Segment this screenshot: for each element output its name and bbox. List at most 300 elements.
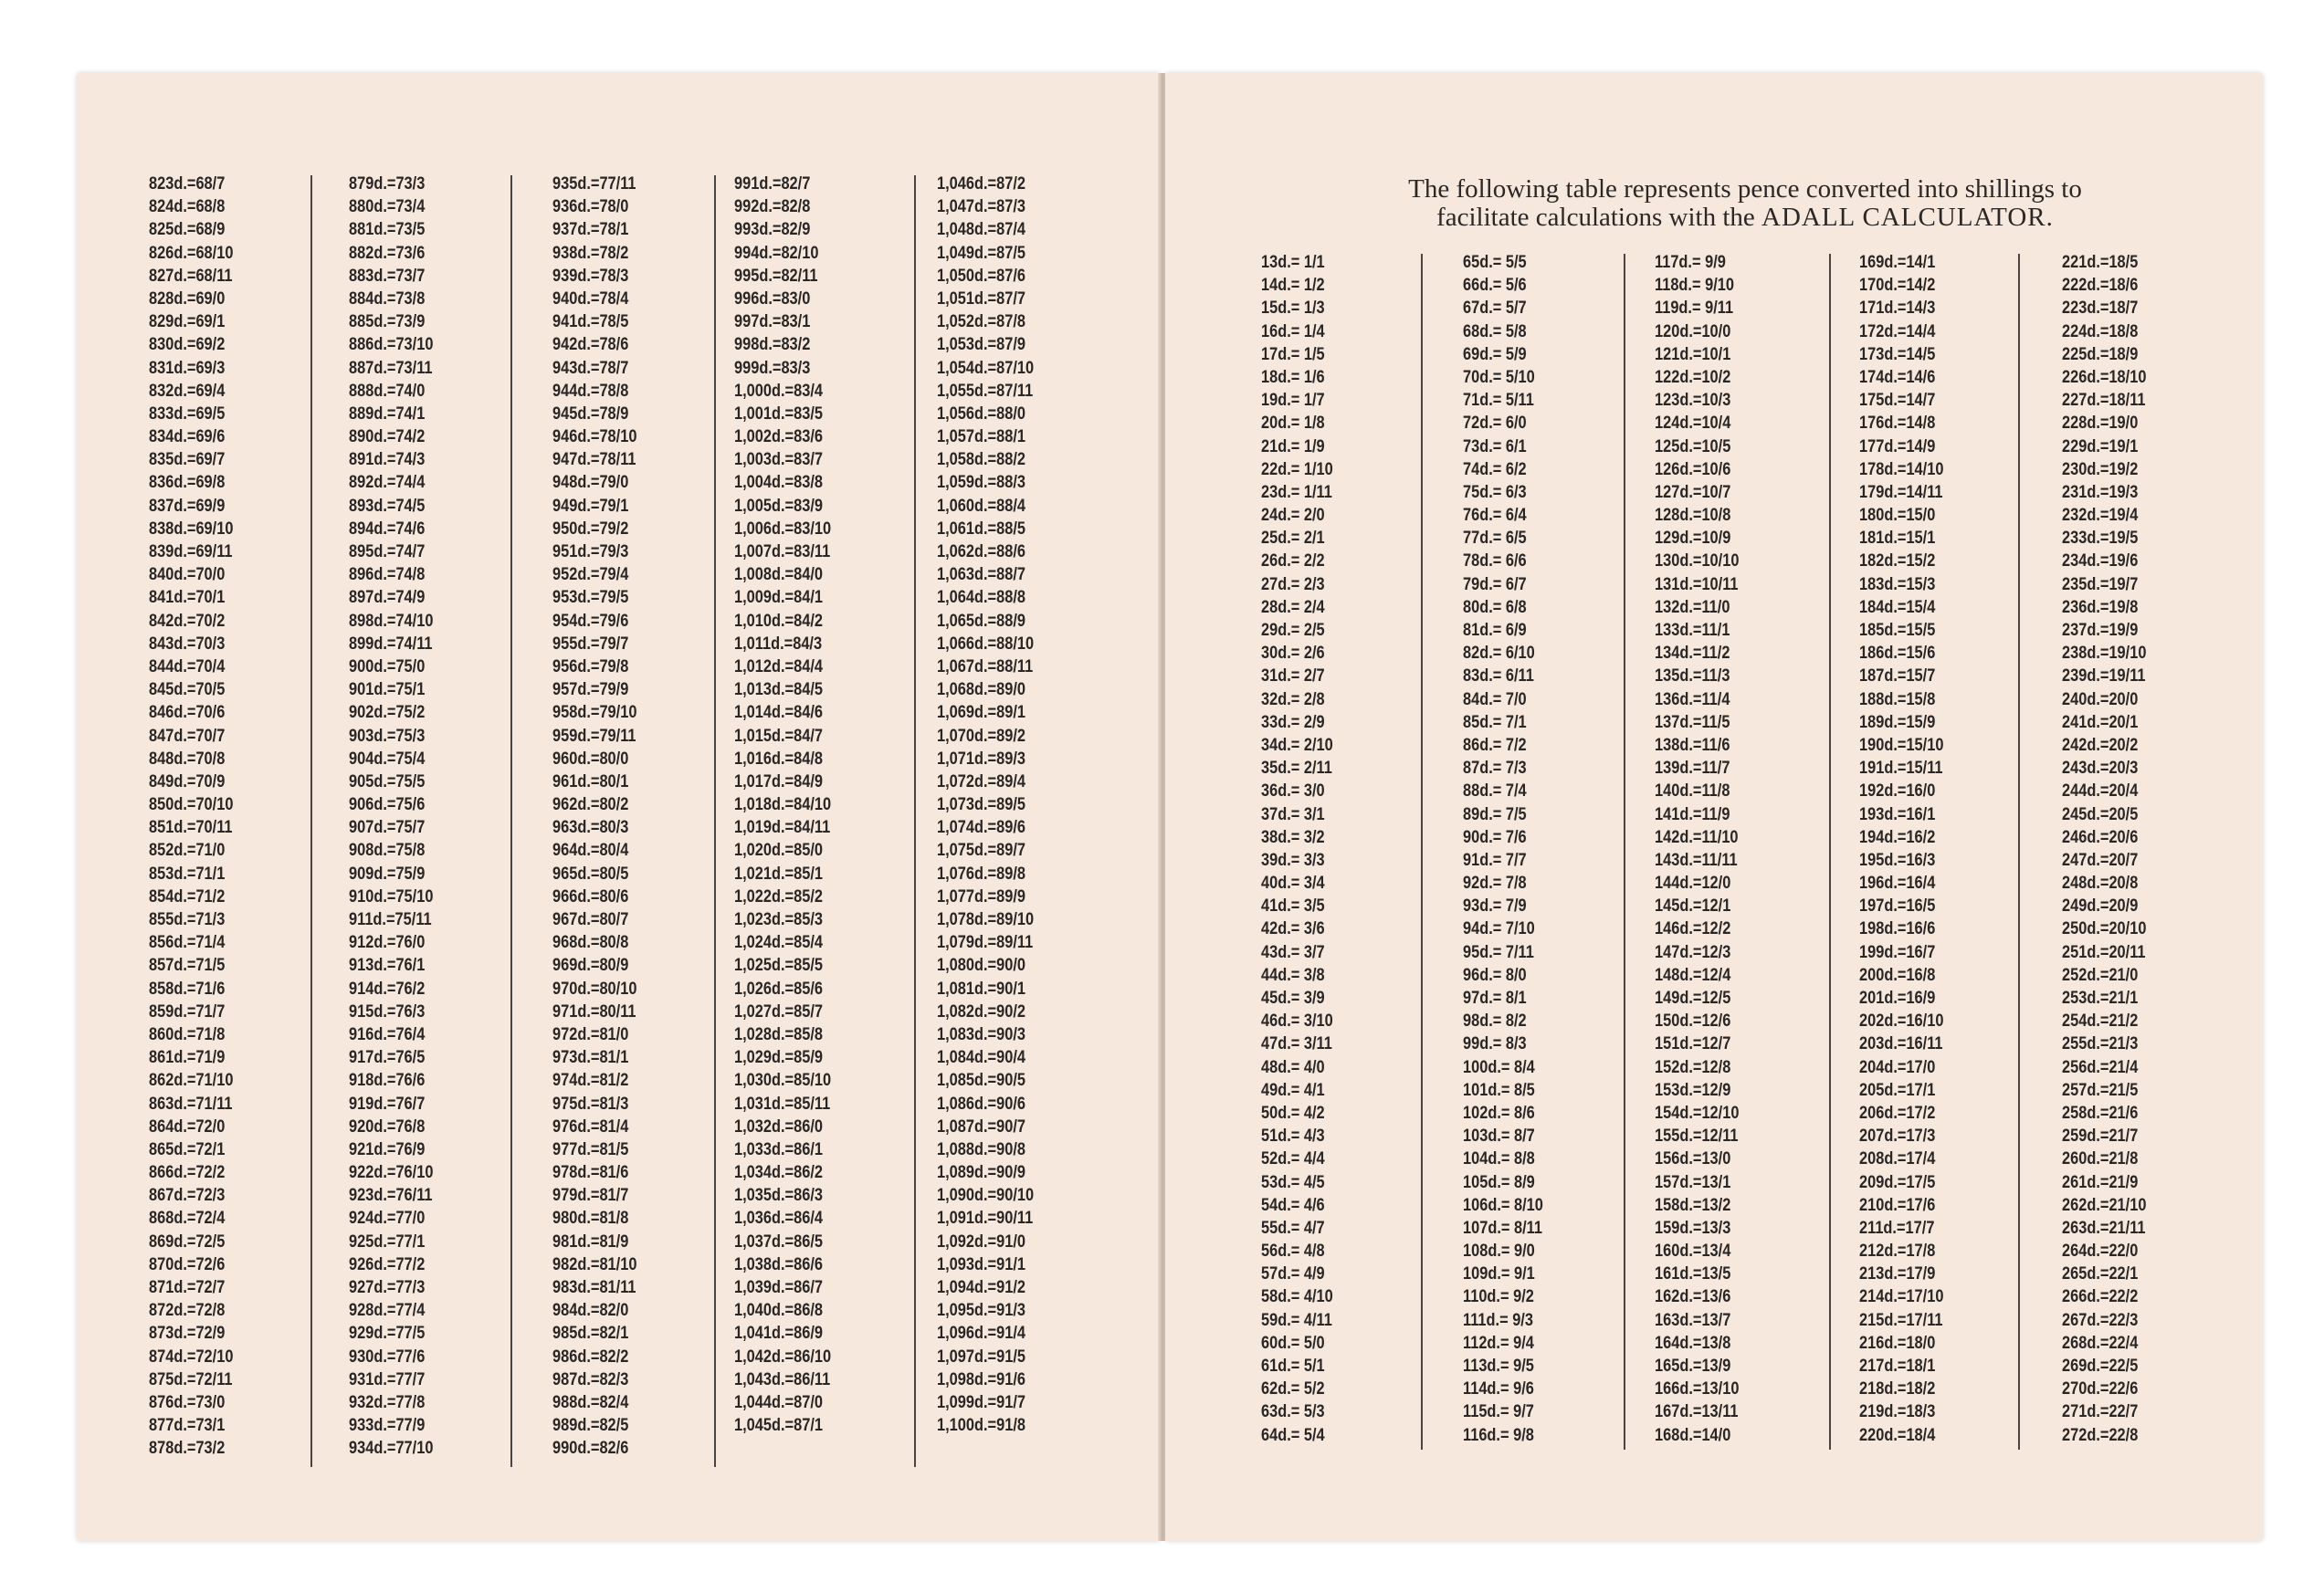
conversion-entry: 106d.= 8/10 [1463,1194,1543,1215]
conversion-entry: 171d.=14/3 [1859,298,1936,319]
conversion-entry: 143d.=11/11 [1655,849,1738,870]
conversion-entry: 1,087d.=90/7 [937,1116,1025,1137]
conversion-entry: 183d.=15/3 [1859,573,1936,594]
conversion-entry: 993d.=82/9 [734,219,811,240]
column-divider [714,175,716,1467]
conversion-entry: 53d.= 4/5 [1261,1171,1325,1192]
conversion-entry: 887d.=73/11 [349,357,433,378]
conversion-entry: 126d.=10/6 [1655,458,1731,479]
conversion-entry: 848d.=70/8 [149,748,226,769]
conversion-entry: 913d.=76/1 [349,955,426,976]
conversion-entry: 911d.=75/11 [349,909,432,929]
conversion-entry: 970d.=80/10 [552,978,637,999]
heading-line-2 [1275,204,2215,232]
conversion-entry: 257d.=21/5 [2062,1079,2139,1100]
conversion-entry: 865d.=72/1 [149,1138,226,1159]
conversion-entry: 921d.=76/9 [349,1138,426,1159]
conversion-entry: 261d.=21/9 [2062,1171,2139,1192]
conversion-entry: 1,050d.=87/6 [937,265,1025,286]
conversion-entry: 876d.=73/0 [149,1391,226,1412]
conversion-entry: 1,045d.=87/1 [734,1415,823,1436]
conversion-entry: 974d.=81/2 [552,1070,629,1091]
conversion-entry: 30d.= 2/6 [1261,643,1325,664]
conversion-entry: 1,042d.=86/10 [734,1346,832,1367]
conversion-entry: 184d.=15/4 [1859,596,1936,617]
conversion-entry: 1,030d.=85/10 [734,1070,832,1091]
conversion-entry: 877d.=73/1 [149,1415,226,1436]
conversion-entry: 236d.=19/8 [2062,596,2139,617]
conversion-entry: 66d.= 5/6 [1463,275,1527,296]
conversion-entry: 18d.= 1/6 [1261,366,1325,387]
conversion-entry: 1,015d.=84/7 [734,725,823,746]
left-column-5 [937,173,1052,1437]
conversion-entry: 1,029d.=85/9 [734,1047,823,1068]
conversion-entry: 999d.=83/3 [734,357,811,378]
conversion-entry: 225d.=18/9 [2062,343,2139,364]
conversion-entry: 981d.=81/9 [552,1231,629,1252]
conversion-entry: 1,082d.=90/2 [937,1001,1025,1022]
conversion-entry: 199d.=16/7 [1859,941,1936,962]
conversion-entry: 829d.=69/1 [149,311,226,332]
conversion-entry: 22d.= 1/10 [1261,458,1333,479]
conversion-entry: 925d.=77/1 [349,1231,426,1252]
conversion-entry: 105d.= 8/9 [1463,1171,1535,1192]
conversion-entry: 97d.= 8/1 [1463,988,1527,1008]
column-divider [310,175,312,1467]
conversion-entry: 1,057d.=88/1 [937,426,1025,447]
conversion-entry: 54d.= 4/6 [1261,1194,1325,1215]
conversion-entry: 928d.=77/4 [349,1300,426,1321]
conversion-entry: 982d.=81/10 [552,1253,637,1274]
conversion-entry: 122d.=10/2 [1655,366,1731,387]
conversion-entry: 224d.=18/8 [2062,320,2139,341]
conversion-entry: 101d.= 8/5 [1463,1079,1535,1100]
conversion-entry: 123d.=10/3 [1655,390,1731,411]
conversion-entry: 869d.=72/5 [149,1231,226,1252]
conversion-entry: 263d.=21/11 [2062,1217,2146,1238]
conversion-entry: 926d.=77/2 [349,1253,426,1274]
conversion-entry: 251d.=20/11 [2062,941,2146,962]
conversion-entry: 857d.=71/5 [149,955,226,976]
conversion-entry: 138d.=11/6 [1655,734,1730,755]
conversion-entry: 71d.= 5/11 [1463,390,1534,411]
conversion-entry: 117d.= 9/9 [1655,252,1726,272]
conversion-entry: 21d.= 1/9 [1261,435,1325,456]
conversion-entry: 919d.=76/7 [349,1093,426,1114]
conversion-entry: 1,092d.=91/0 [937,1231,1025,1252]
conversion-entry: 186d.=15/6 [1859,643,1936,664]
right-column-2 [1463,251,1559,1447]
conversion-entry: 827d.=68/11 [149,265,233,286]
conversion-entry: 114d.= 9/6 [1463,1378,1534,1399]
conversion-entry: 862d.=71/10 [149,1070,234,1091]
conversion-entry: 962d.=80/2 [552,794,629,815]
conversion-entry: 127d.=10/7 [1655,481,1731,502]
conversion-entry: 75d.= 6/3 [1463,481,1527,502]
conversion-entry: 988d.=82/4 [552,1391,629,1412]
conversion-entry: 850d.=70/10 [149,794,234,815]
conversion-entry: 198d.=16/6 [1859,918,1936,939]
conversion-entry: 271d.=22/7 [2062,1401,2139,1422]
conversion-entry: 1,071d.=89/3 [937,748,1025,769]
conversion-entry: 252d.=21/0 [2062,964,2139,985]
conversion-entry: 861d.=71/9 [149,1047,226,1068]
conversion-entry: 245d.=20/5 [2062,803,2139,824]
conversion-entry: 1,067d.=88/11 [937,655,1034,676]
conversion-entry: 35d.= 2/11 [1261,758,1332,779]
conversion-entry: 838d.=69/10 [149,518,234,539]
conversion-entry: 1,079d.=89/11 [937,932,1034,953]
conversion-entry: 174d.=14/6 [1859,366,1936,387]
conversion-entry: 254d.=21/2 [2062,1011,2139,1032]
conversion-entry: 241d.=20/1 [2062,711,2139,732]
conversion-entry: 38d.= 3/2 [1261,826,1325,847]
conversion-entry: 860d.=71/8 [149,1023,226,1044]
conversion-entry: 824d.=68/8 [149,196,226,217]
conversion-entry: 237d.=19/9 [2062,620,2139,640]
conversion-entry: 1,058d.=88/2 [937,449,1025,470]
conversion-entry: 90d.= 7/6 [1463,826,1527,847]
conversion-entry: 840d.=70/0 [149,564,226,585]
conversion-entry: 213d.=17/9 [1859,1263,1936,1284]
conversion-entry: 1,064d.=88/8 [937,587,1025,608]
conversion-entry: 16d.= 1/4 [1261,320,1325,341]
left-column-1 [149,173,249,1461]
conversion-entry: 898d.=74/10 [349,610,434,631]
conversion-entry: 87d.= 7/3 [1463,758,1527,779]
conversion-entry: 979d.=81/7 [552,1185,629,1206]
conversion-entry: 267d.=22/3 [2062,1309,2139,1330]
conversion-entry: 1,081d.=90/1 [937,978,1025,999]
left-column-4 [734,173,849,1437]
conversion-entry: 966d.=80/6 [552,886,629,907]
conversion-entry: 936d.=78/0 [552,196,629,217]
conversion-entry: 196d.=16/4 [1859,873,1936,894]
right-column-4 [1859,251,1960,1447]
conversion-entry: 107d.= 8/11 [1463,1217,1542,1238]
conversion-entry: 867d.=72/3 [149,1185,226,1206]
conversion-entry: 230d.=19/2 [2062,458,2139,479]
conversion-entry: 1,035d.=86/3 [734,1185,823,1206]
conversion-entry: 1,007d.=83/11 [734,541,831,561]
conversion-entry: 956d.=79/8 [552,655,629,676]
conversion-entry: 268d.=22/4 [2062,1332,2139,1353]
conversion-entry: 978d.=81/6 [552,1162,629,1183]
conversion-entry: 65d.= 5/5 [1463,252,1527,272]
conversion-entry: 995d.=82/11 [734,265,818,286]
conversion-entry: 1,033d.=86/1 [734,1138,823,1159]
conversion-entry: 953d.=79/5 [552,587,629,608]
conversion-entry: 929d.=77/5 [349,1323,426,1344]
conversion-entry: 1,068d.=89/0 [937,679,1025,700]
conversion-entry: 853d.=71/1 [149,863,226,884]
column-divider [1829,254,1831,1450]
conversion-entry: 916d.=76/4 [349,1023,426,1044]
conversion-entry: 46d.= 3/10 [1261,1011,1333,1032]
conversion-entry: 1,091d.=90/11 [937,1208,1034,1229]
column-divider [510,175,512,1467]
conversion-entry: 949d.=79/1 [552,495,629,516]
conversion-entry: 148d.=12/4 [1655,964,1731,985]
conversion-entry: 960d.=80/0 [552,748,629,769]
conversion-entry: 135d.=11/3 [1655,665,1730,686]
conversion-entry: 1,055d.=87/11 [937,380,1034,401]
conversion-entry: 1,010d.=84/2 [734,610,823,631]
conversion-entry: 168d.=14/0 [1655,1424,1731,1445]
conversion-entry: 863d.=71/11 [149,1093,233,1114]
conversion-entry: 231d.=19/3 [2062,481,2139,502]
conversion-entry: 250d.=20/10 [2062,918,2147,939]
conversion-entry: 89d.= 7/5 [1463,803,1527,824]
conversion-entry: 885d.=73/9 [349,311,426,332]
conversion-entry: 1,047d.=87/3 [937,196,1025,217]
conversion-entry: 942d.=78/6 [552,334,629,355]
conversion-entry: 975d.=81/3 [552,1093,629,1114]
conversion-entry: 1,090d.=90/10 [937,1185,1035,1206]
conversion-entry: 153d.=12/9 [1655,1079,1731,1100]
conversion-entry: 265d.=22/1 [2062,1263,2139,1284]
conversion-entry: 884d.=73/8 [349,288,426,309]
conversion-entry: 34d.= 2/10 [1261,734,1333,755]
conversion-entry: 900d.=75/0 [349,655,426,676]
conversion-entry: 946d.=78/10 [552,426,637,447]
conversion-entry: 163d.=13/7 [1655,1309,1731,1330]
conversion-entry: 963d.=80/3 [552,817,629,838]
conversion-entry: 1,008d.=84/0 [734,564,823,585]
conversion-entry: 227d.=18/11 [2062,390,2146,411]
conversion-entry: 1,089d.=90/9 [937,1162,1025,1183]
conversion-entry: 40d.= 3/4 [1261,873,1325,894]
conversion-entry: 1,044d.=87/0 [734,1391,823,1412]
conversion-entry: 842d.=70/2 [149,610,226,631]
conversion-entry: 846d.=70/6 [149,702,226,723]
conversion-entry: 1,038d.=86/6 [734,1253,823,1274]
conversion-entry: 51d.= 4/3 [1261,1126,1325,1147]
brand-name: ADALL CALCULATOR. [1761,203,2054,232]
conversion-entry: 1,078d.=89/10 [937,909,1035,929]
conversion-entry: 1,053d.=87/9 [937,334,1025,355]
conversion-entry: 25d.= 2/1 [1261,528,1325,549]
conversion-entry: 935d.=77/11 [552,173,636,194]
conversion-entry: 1,083d.=90/3 [937,1023,1025,1044]
conversion-entry: 870d.=72/6 [149,1253,226,1274]
conversion-entry: 986d.=82/2 [552,1346,629,1367]
conversion-entry: 124d.=10/4 [1655,413,1731,434]
conversion-entry: 927d.=77/3 [349,1277,426,1297]
column-divider [1624,254,1625,1450]
conversion-entry: 80d.= 6/8 [1463,596,1527,617]
conversion-entry: 232d.=19/4 [2062,505,2139,526]
conversion-entry: 1,002d.=83/6 [734,426,823,447]
conversion-entry: 985d.=82/1 [552,1323,629,1344]
conversion-entry: 19d.= 1/7 [1261,390,1325,411]
conversion-entry: 856d.=71/4 [149,932,226,953]
conversion-entry: 951d.=79/3 [552,541,629,561]
conversion-entry: 85d.= 7/1 [1463,711,1527,732]
conversion-entry: 258d.=21/6 [2062,1102,2139,1123]
conversion-entry: 39d.= 3/3 [1261,849,1325,870]
conversion-entry: 855d.=71/3 [149,909,226,929]
conversion-entry: 256d.=21/4 [2062,1056,2139,1077]
conversion-entry: 1,004d.=83/8 [734,472,823,493]
conversion-entry: 1,080d.=90/0 [937,955,1025,976]
conversion-entry: 906d.=75/6 [349,794,426,815]
conversion-entry: 833d.=69/5 [149,403,226,424]
conversion-entry: 835d.=69/7 [149,449,226,470]
conversion-entry: 208d.=17/4 [1859,1148,1936,1169]
conversion-entry: 1,086d.=90/6 [937,1093,1025,1114]
conversion-entry: 116d.= 9/8 [1463,1424,1534,1445]
conversion-entry: 194d.=16/2 [1859,826,1936,847]
conversion-entry: 58d.= 4/10 [1261,1286,1333,1307]
conversion-entry: 998d.=83/2 [734,334,811,355]
conversion-entry: 242d.=20/2 [2062,734,2139,755]
conversion-entry: 882d.=73/6 [349,242,426,263]
conversion-entry: 151d.=12/7 [1655,1033,1731,1054]
conversion-entry: 839d.=69/11 [149,541,233,561]
conversion-entry: 874d.=72/10 [149,1346,234,1367]
conversion-entry: 226d.=18/10 [2062,366,2147,387]
conversion-entry: 86d.= 7/2 [1463,734,1527,755]
conversion-entry: 109d.= 9/1 [1463,1263,1535,1284]
conversion-entry: 69d.= 5/9 [1463,343,1527,364]
conversion-entry: 976d.=81/4 [552,1116,629,1137]
conversion-entry: 164d.=13/8 [1655,1332,1731,1353]
conversion-entry: 834d.=69/6 [149,426,226,447]
conversion-entry: 79d.= 6/7 [1463,573,1527,594]
conversion-entry: 202d.=16/10 [1859,1011,1944,1032]
conversion-entry: 1,061d.=88/5 [937,518,1025,539]
conversion-entry: 24d.= 2/0 [1261,505,1325,526]
conversion-entry: 179d.=14/11 [1859,481,1943,502]
conversion-entry: 825d.=68/9 [149,219,226,240]
conversion-entry: 837d.=69/9 [149,495,226,516]
conversion-entry: 20d.= 1/8 [1261,413,1325,434]
conversion-entry: 249d.=20/9 [2062,896,2139,917]
conversion-entry: 102d.= 8/6 [1463,1102,1535,1123]
conversion-entry: 64d.= 5/4 [1261,1424,1325,1445]
conversion-entry: 215d.=17/11 [1859,1309,1943,1330]
conversion-entry: 131d.=10/11 [1655,573,1739,594]
conversion-entry: 1,019d.=84/11 [734,817,831,838]
conversion-entry: 98d.= 8/2 [1463,1011,1527,1032]
conversion-entry: 1,073d.=89/5 [937,794,1025,815]
conversion-entry: 260d.=21/8 [2062,1148,2139,1169]
conversion-entry: 188d.=15/8 [1859,688,1936,709]
conversion-entry: 23d.= 1/11 [1261,481,1332,502]
conversion-entry: 1,043d.=86/11 [734,1368,831,1389]
conversion-entry: 918d.=76/6 [349,1070,426,1091]
conversion-entry: 48d.= 4/0 [1261,1056,1325,1077]
conversion-entry: 137d.=11/5 [1655,711,1730,732]
conversion-entry: 28d.= 2/4 [1261,596,1325,617]
conversion-entry: 37d.= 3/1 [1261,803,1325,824]
conversion-entry: 44d.= 3/8 [1261,964,1325,985]
conversion-entry: 49d.= 4/1 [1261,1079,1325,1100]
conversion-entry: 92d.= 7/8 [1463,873,1527,894]
conversion-entry: 1,023d.=85/3 [734,909,823,929]
conversion-entry: 210d.=17/6 [1859,1194,1936,1215]
conversion-entry: 159d.=13/3 [1655,1217,1731,1238]
conversion-entry: 891d.=74/3 [349,449,426,470]
conversion-entry: 1,032d.=86/0 [734,1116,823,1137]
conversion-entry: 212d.=17/8 [1859,1241,1936,1262]
conversion-entry: 1,046d.=87/2 [937,173,1025,194]
conversion-entry: 912d.=76/0 [349,932,426,953]
conversion-entry: 895d.=74/7 [349,541,426,561]
conversion-entry: 991d.=82/7 [734,173,811,194]
conversion-entry: 264d.=22/0 [2062,1241,2139,1262]
conversion-entry: 158d.=13/2 [1655,1194,1731,1215]
conversion-entry: 144d.=12/0 [1655,873,1731,894]
conversion-entry: 1,034d.=86/2 [734,1162,823,1183]
conversion-entry: 59d.= 4/11 [1261,1309,1332,1330]
conversion-entry: 955d.=79/7 [552,633,629,654]
conversion-entry: 1,020d.=85/0 [734,840,823,861]
conversion-entry: 924d.=77/0 [349,1208,426,1229]
conversion-entry: 41d.= 3/5 [1261,896,1325,917]
conversion-entry: 1,011d.=84/3 [734,633,823,654]
conversion-entry: 987d.=82/3 [552,1368,629,1389]
conversion-entry: 83d.= 6/11 [1463,665,1534,686]
conversion-entry: 14d.= 1/2 [1261,275,1325,296]
conversion-entry: 139d.=11/7 [1655,758,1730,779]
conversion-entry: 255d.=21/3 [2062,1033,2139,1054]
conversion-entry: 890d.=74/2 [349,426,426,447]
conversion-entry: 228d.=19/0 [2062,413,2139,434]
conversion-entry: 27d.= 2/3 [1261,573,1325,594]
conversion-entry: 1,009d.=84/1 [734,587,823,608]
conversion-entry: 172d.=14/4 [1859,320,1936,341]
conversion-entry: 972d.=81/0 [552,1023,629,1044]
conversion-entry: 103d.= 8/7 [1463,1126,1535,1147]
conversion-entry: 841d.=70/1 [149,587,226,608]
conversion-entry: 129d.=10/9 [1655,528,1731,549]
conversion-entry: 920d.=76/8 [349,1116,426,1137]
conversion-entry: 968d.=80/8 [552,932,629,953]
conversion-entry: 961d.=80/1 [552,770,629,791]
conversion-entry: 181d.=15/1 [1859,528,1936,549]
conversion-entry: 902d.=75/2 [349,702,426,723]
conversion-entry: 17d.= 1/5 [1261,343,1325,364]
conversion-entry: 971d.=80/11 [552,1001,636,1022]
conversion-entry: 973d.=81/1 [552,1047,629,1068]
conversion-entry: 50d.= 4/2 [1261,1102,1325,1123]
conversion-entry: 270d.=22/6 [2062,1378,2139,1399]
conversion-entry: 1,074d.=89/6 [937,817,1025,838]
conversion-entry: 13d.= 1/1 [1261,252,1325,272]
conversion-entry: 161d.=13/5 [1655,1263,1731,1284]
conversion-entry: 847d.=70/7 [149,725,226,746]
conversion-entry: 1,095d.=91/3 [937,1300,1025,1321]
conversion-entry: 872d.=72/8 [149,1300,226,1321]
conversion-entry: 1,017d.=84/9 [734,770,823,791]
conversion-entry: 262d.=21/10 [2062,1194,2147,1215]
conversion-entry: 42d.= 3/6 [1261,918,1325,939]
conversion-entry: 214d.=17/10 [1859,1286,1944,1307]
conversion-entry: 218d.=18/2 [1859,1378,1936,1399]
conversion-entry: 221d.=18/5 [2062,252,2139,272]
conversion-entry: 1,099d.=91/7 [937,1391,1025,1412]
conversion-entry: 908d.=75/8 [349,840,426,861]
conversion-entry: 937d.=78/1 [552,219,629,240]
conversion-entry: 954d.=79/6 [552,610,629,631]
conversion-entry: 948d.=79/0 [552,472,629,493]
conversion-entry: 1,000d.=83/4 [734,380,823,401]
conversion-entry: 95d.= 7/11 [1463,941,1534,962]
conversion-entry: 100d.= 8/4 [1463,1056,1535,1077]
conversion-entry: 1,049d.=87/5 [937,242,1025,263]
